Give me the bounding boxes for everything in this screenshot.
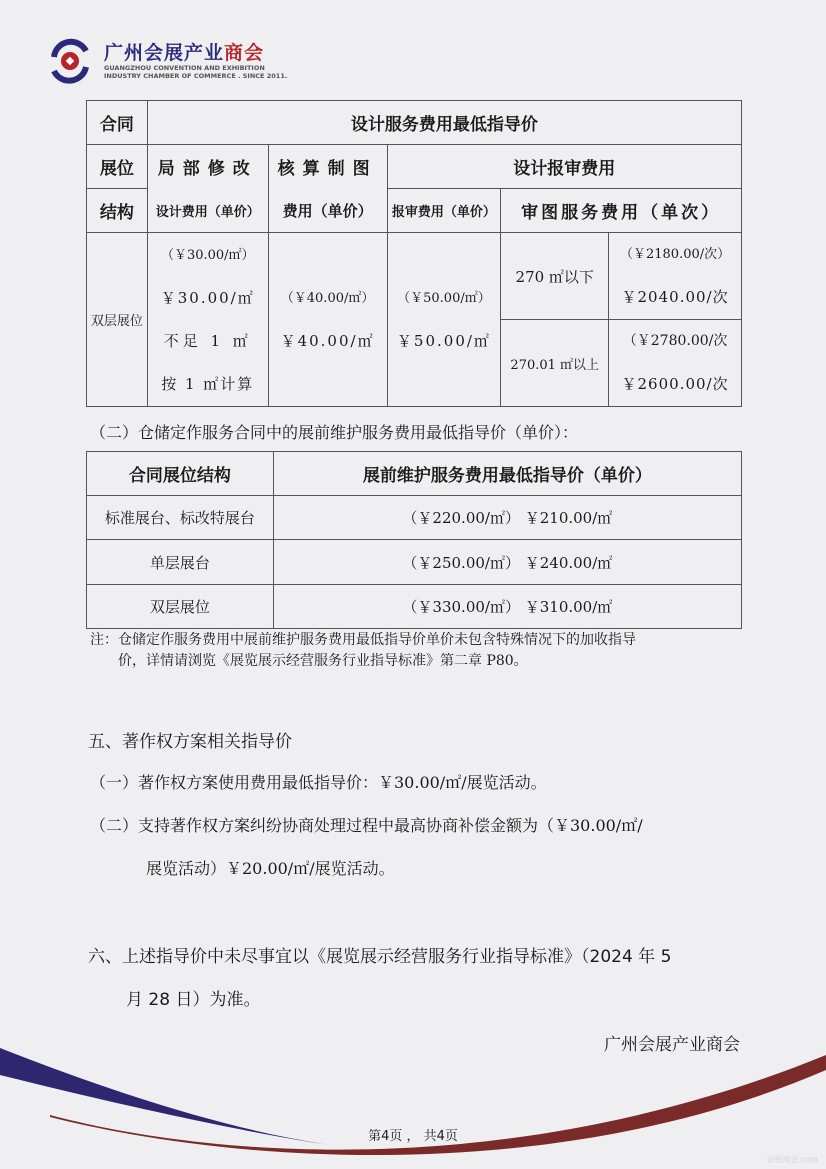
page-number: 第4页 ， 共4页 — [368, 1129, 458, 1144]
maintenance-fee-table — [86, 451, 742, 629]
signature: 广州会展产业商会 — [604, 1035, 740, 1055]
tier-range-1: 270 ㎡以下 — [501, 233, 609, 320]
chamber-logo-icon — [46, 37, 94, 85]
org-name-cn: 广州会展产业商会 — [104, 42, 265, 64]
tier-range-2: 270.01 ㎡以上 — [501, 320, 609, 407]
review-fee-price: ￥50.00/㎡ — [396, 331, 491, 350]
section5-item2-line2: 展览活动）￥20.00/㎡/展览活动。 — [146, 859, 395, 878]
review-fee-sub: 报审费用（单价） — [387, 189, 501, 233]
footnote-line1: 注：仓储定作服务费用中展前维护服务费用最低指导价单价未包含特殊情况下的加收指导 — [90, 632, 636, 648]
tier-price-cell-1 — [609, 233, 742, 320]
org-name-en-line1: GUANGZHOU CONVENTION AND EXHIBITION — [104, 64, 265, 72]
section5-item2-line1: （二）支持著作权方案纠纷协商处理过程中最高协商补偿金额为（￥30.00/㎡/ — [90, 816, 643, 835]
row-structure: 双层展位 — [87, 233, 148, 407]
review-fee-price-cell — [387, 233, 501, 407]
local-mod-price: ￥30.00/㎡ — [160, 288, 255, 307]
org-name-en-line2: INDUSTRY CHAMBER OF COMMERCE . SINCE 2011. — [104, 72, 288, 80]
maint-structure: 标准展台、标改特展台 — [87, 496, 274, 540]
maint-header-structure: 合同展位结构 — [87, 452, 274, 496]
maint-price: （￥250.00/㎡） ￥240.00/㎡ — [273, 540, 741, 585]
tier-price-1: ￥2040.00/次 — [621, 288, 729, 306]
tier-price-cell-2 — [609, 320, 742, 407]
table-row — [87, 496, 742, 540]
section6-line1: 六、上述指导价中未尽事宜以《展览展示经营服务行业指导标准》（2024 年 5 — [88, 947, 672, 967]
calc-price: ￥40.00/㎡ — [280, 331, 375, 350]
letterhead — [46, 36, 287, 86]
design-fee-table — [86, 100, 742, 407]
tier-original-2: （￥2780.00/次 — [622, 333, 728, 349]
struct-label-1: 合同 — [87, 101, 148, 145]
calc-price-cell — [268, 233, 387, 407]
calc-drawing-title: 核算制图 — [268, 145, 387, 189]
corner-watermark: 会展商会.com — [766, 1155, 818, 1164]
struct-label-3: 结构 — [87, 189, 148, 233]
footnote — [90, 630, 750, 672]
review-service-sub: 审图服务费用（单次） — [501, 189, 742, 233]
footnote-line2: 价，详情请浏览《展览展示经营服务行业指导标准》第二章 P80。 — [118, 653, 528, 669]
local-mod-title: 局部修改 — [147, 145, 268, 189]
review-fee-original: （￥50.00/㎡） — [397, 290, 491, 306]
footer-swoosh-decoration — [0, 1020, 826, 1169]
maint-header-price: 展前维护服务费用最低指导价（单价） — [273, 452, 741, 496]
local-mod-min-note: 不足 1 ㎡ — [163, 331, 252, 350]
local-mod-price-cell — [147, 233, 268, 407]
maint-structure: 单层展台 — [87, 540, 274, 585]
tier-original-1: （￥2180.00/次） — [619, 247, 731, 262]
review-fee-title: 设计报审费用 — [387, 145, 742, 189]
calc-original: （￥40.00/㎡） — [280, 290, 375, 306]
table-row — [87, 540, 742, 585]
design-fee-title: 设计服务费用最低指导价 — [147, 101, 741, 145]
section2-heading: （二）仓储定作服务合同中的展前维护服务费用最低指导价（单价）： — [90, 423, 579, 442]
section6-line2: 月 28 日）为准。 — [126, 990, 261, 1010]
struct-label-2: 展位 — [87, 145, 148, 189]
local-mod-original: （￥30.00/㎡） — [160, 247, 255, 263]
maint-structure: 双层展位 — [87, 585, 274, 629]
section5-item1: （一）著作权方案使用费用最低指导价：￥30.00/㎡/展览活动。 — [90, 773, 547, 792]
calc-drawing-sub: 费用（单价） — [268, 189, 387, 233]
maint-price: （￥330.00/㎡） ￥310.00/㎡ — [273, 585, 741, 629]
table-row — [87, 585, 742, 629]
local-mod-sub: 设计费用（单价） — [147, 189, 268, 233]
tier-price-2: ￥2600.00/次 — [621, 375, 729, 393]
local-mod-min-rule: 按 1 ㎡计算 — [161, 374, 255, 393]
maint-price: （￥220.00/㎡） ￥210.00/㎡ — [273, 496, 741, 540]
section5-heading: 五、著作权方案相关指导价 — [88, 732, 292, 752]
